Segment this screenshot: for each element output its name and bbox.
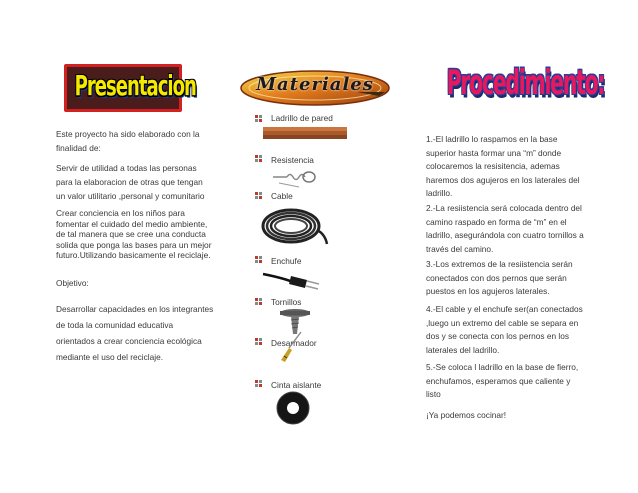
material-item-resistencia: [255, 153, 415, 189]
presentacion-banner: [64, 64, 196, 112]
material-label: Enchufe: [271, 256, 302, 266]
presentacion-title: Presentacion: [74, 71, 196, 103]
screwdriver-image: [271, 330, 311, 364]
crear-text: Crear conciencia en los niños para fomentar el cuidado del medio ambiente, de tal manera que se cree una conducta solida que ponga las bases para un mejor futuro.Utilizando basicamente el reciclaje.: [56, 208, 212, 261]
bullet-icon: [255, 380, 263, 388]
bullet-icon: [255, 298, 263, 306]
objetivo-text: Desarrollar capacidades en los integrantes de toda la comunidad educativa orientados a crear conciencia ecológica mediante el uso del reciclaje.: [56, 304, 214, 362]
material-label: Tornillos: [271, 297, 302, 307]
step-4: 4.-El cable y el enchufe ser(an conectados ,luego un extremo del cable se separa en dos y se conecta con los pernos en los laterales del ladrillo.: [426, 304, 583, 355]
material-label: Ladrillo de pared: [271, 113, 333, 123]
step-2: 2.-La resiistencia será colocada dentro del camino raspado en forma de “m” en el ladrillo, asegurándola con cuatro tornillos a través del camino.: [426, 203, 584, 254]
bullet-icon: [255, 155, 263, 163]
bullet-icon: [255, 115, 263, 123]
objetivo-label: Objetivo:: [56, 278, 89, 288]
procedimiento-banner: [428, 63, 605, 108]
intro-text: Este proyecto ha sido elaborado con la finalidad de:: [56, 129, 200, 153]
material-item-enchufe: [255, 254, 415, 294]
material-label: Desarmador: [271, 338, 317, 348]
procedimiento-title: Procedimiento:: [446, 63, 605, 103]
servir-text: Servir de utilidad a todas las personas para la elaboracion de otras que tengan un valor utilitario ,personal y comunitario: [56, 163, 205, 201]
step-5: 5.-Se coloca l ladrillo en la base de fierro, enchufamos, esperamos que caliente y listo: [426, 362, 579, 400]
insulating-tape-image: [275, 390, 315, 430]
brick-image: [263, 125, 351, 141]
materiales-title: Materiales: [256, 74, 374, 95]
material-item-desarmador: [255, 336, 415, 376]
step-1: 1.-El ladrillo lo raspamos en la base superior hasta formar una “m” donde colocaremos la resisitencia, ademas haremos dos agujeros en los laterales del ladrillo.: [426, 134, 580, 199]
bullet-icon: [255, 256, 263, 264]
plug-image: [261, 268, 331, 294]
step-3: 3.-Los extremos de la resiistencia serán conectados con dos pernos que serán puestos en los agujeros laterales.: [426, 259, 573, 297]
material-label: Cinta aislante: [271, 380, 322, 390]
material-item-cinta: [255, 378, 415, 428]
material-item-ladrillo: [255, 113, 415, 153]
material-item-cable: [255, 190, 415, 250]
step-6: ¡Ya podemos cocinar!: [426, 410, 507, 420]
materiales-banner: [239, 68, 391, 108]
bullet-icon: [255, 338, 263, 346]
heating-coil-image: [269, 167, 319, 191]
bullet-icon: [255, 192, 263, 200]
coiled-cable-image: [259, 204, 329, 248]
material-label: Resistencia: [271, 155, 314, 165]
material-label: Cable: [271, 191, 293, 201]
